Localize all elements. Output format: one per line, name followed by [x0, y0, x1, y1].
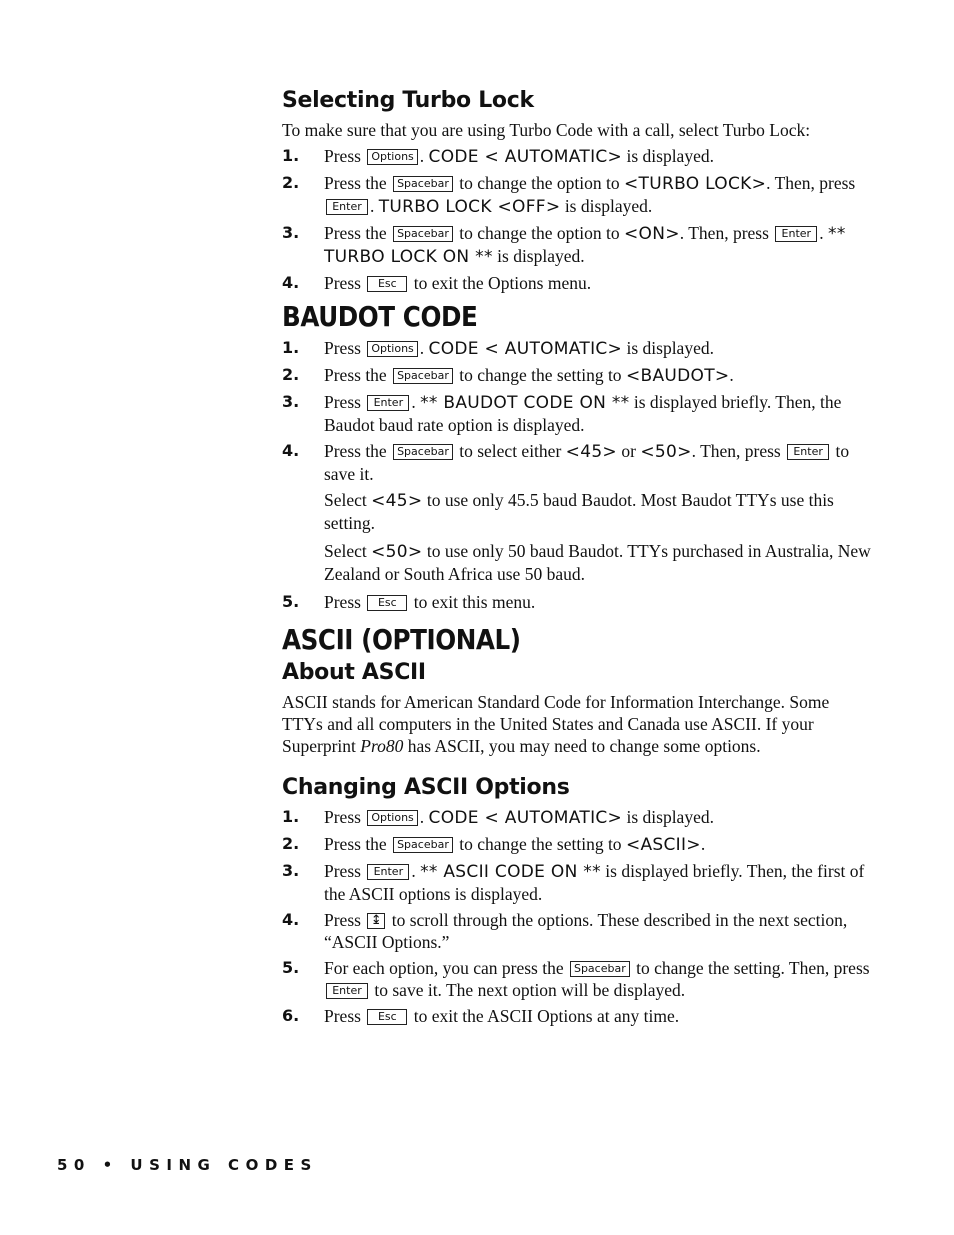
list-item [282, 957, 872, 1001]
display-code: <TURBO LOCK> [624, 174, 767, 194]
list-item [282, 1005, 872, 1027]
step-text: is displayed. [626, 338, 714, 358]
step-text: to change the option to [459, 173, 620, 193]
enter-key: Enter [787, 444, 829, 460]
step-number: 5. [282, 958, 300, 977]
step-text: . [411, 861, 416, 881]
step-text: or [621, 441, 636, 461]
step-text: Press the [324, 173, 387, 193]
note-text: Select [324, 541, 367, 561]
step-text: Press [324, 392, 361, 412]
list-item [282, 337, 872, 360]
display-code: ** TURBO LOCK ON ** [324, 224, 846, 267]
step-text: is displayed. [497, 246, 585, 266]
step-text: to change the setting to [459, 365, 622, 385]
list-item [282, 391, 872, 436]
esc-key: Esc [367, 1009, 407, 1025]
paragraph-text: ASCII stands for American Standard Code for Information Interchange. Some TTYs and all computers in the United States and Canada use ASCII. If your Superprint [282, 692, 830, 756]
step-text: Press the [324, 365, 387, 385]
step-text: is displayed. [626, 807, 714, 827]
options-key: Options [367, 341, 417, 357]
display-code: <BAUDOT> [625, 366, 730, 386]
step-text: to change the setting. Then, press [636, 958, 870, 978]
list-item [282, 591, 872, 613]
step-text: . [700, 834, 706, 854]
step-text: to exit the ASCII Options at any time. [413, 1006, 680, 1026]
spacebar-key: Spacebar [393, 444, 453, 460]
display-code: ** BAUDOT CODE ON ** [420, 393, 630, 413]
options-key: Options [367, 149, 417, 165]
turbo-lock-heading: Selecting Turbo Lock [282, 88, 534, 113]
step-number: 4. [282, 441, 300, 460]
list-item [282, 172, 872, 218]
spacebar-key: Spacebar [393, 226, 453, 242]
baudot-45-note [282, 489, 872, 534]
step-text: to exit the Options menu. [413, 273, 592, 293]
display-code: CODE < AUTOMATIC> [428, 339, 623, 359]
note-text: Select [324, 490, 367, 510]
page-content [282, 88, 872, 1031]
esc-key: Esc [367, 276, 407, 292]
step-text: Press the [324, 834, 387, 854]
step-text: . [729, 365, 734, 385]
step-number: 2. [282, 173, 300, 192]
enter-key: Enter [367, 864, 409, 880]
list-item [282, 222, 872, 268]
step-number: 6. [282, 1006, 300, 1025]
step-text: Press [324, 273, 361, 293]
step-text: is displayed briefly. Then, the Baudot baud rate option is displayed. [324, 392, 842, 435]
step-text: to exit this menu. [413, 592, 536, 612]
list-item [282, 364, 872, 387]
step-text: to select either [459, 441, 562, 461]
step-text: Press the [324, 223, 387, 243]
step-number: 3. [282, 861, 300, 880]
turbo-lock-intro: To make sure that you are using Turbo Code with a call, select Turbo Lock: [282, 120, 811, 140]
baudot-50-note [282, 540, 872, 585]
spacer [282, 761, 872, 775]
ascii-steps [282, 806, 872, 1027]
esc-key: Esc [367, 595, 407, 611]
step-number: 2. [282, 365, 300, 384]
display-code: <50> [640, 442, 692, 462]
step-text: . [819, 223, 824, 243]
about-ascii-paragraph [282, 691, 872, 757]
page-footer: 50 • USING CODES [57, 1156, 318, 1174]
step-number: 1. [282, 338, 300, 357]
display-code: ** ASCII CODE ON ** [420, 862, 601, 882]
spacebar-key: Spacebar [570, 961, 630, 977]
step-text: to scroll through the options. These described in the next section, “ASCII Options.” [324, 910, 848, 952]
step-text: Press [324, 910, 361, 930]
note-text: to use only 45.5 baud Baudot. Most Baudot TTYs use this setting. [324, 490, 834, 533]
changing-ascii-heading: Changing ASCII Options [282, 775, 570, 800]
spacebar-key: Spacebar [393, 176, 453, 192]
step-number: 4. [282, 910, 300, 929]
step-text: is displayed. [626, 146, 714, 166]
spacebar-key: Spacebar [393, 368, 453, 384]
step-text: . Then, press [679, 223, 769, 243]
step-number: 5. [282, 592, 300, 611]
step-number: 3. [282, 223, 300, 242]
list-item [282, 860, 872, 905]
step-text: Press [324, 861, 361, 881]
step-text: Press [324, 592, 361, 612]
step-text: . Then, press [691, 441, 781, 461]
step-text: . [419, 146, 425, 166]
step-number: 1. [282, 807, 300, 826]
display-code: CODE < AUTOMATIC> [428, 147, 623, 167]
display-code: CODE < AUTOMATIC> [428, 808, 623, 828]
display-code: <50> [371, 542, 423, 562]
note-text: to use only 50 baud Baudot. TTYs purchased in Australia, New Zealand or South Africa use 50 baud. [324, 541, 871, 584]
step-text: . Then, press [766, 173, 856, 193]
step-text: to change the setting to [459, 834, 622, 854]
step-text: Press [324, 338, 361, 358]
list-item [282, 145, 872, 168]
step-text: is displayed briefly. Then, the first of the ASCII options is displayed. [324, 861, 865, 904]
enter-key: Enter [367, 395, 409, 411]
step-text: Press [324, 1006, 361, 1026]
paragraph-text: has ASCII, you may need to change some options. [407, 736, 761, 756]
ascii-heading: ASCII (OPTIONAL) [282, 623, 521, 656]
step-text: For each option, you can press the [324, 958, 564, 978]
step-text: Press [324, 146, 361, 166]
step-text: to change the option to [459, 223, 620, 243]
list-item [282, 440, 872, 485]
step-text: . [411, 392, 416, 412]
product-name: Pro80 [360, 736, 404, 756]
baudot-code-heading: BAUDOT CODE [282, 300, 478, 333]
step-text: Press [324, 807, 361, 827]
options-key: Options [367, 810, 417, 826]
step-number: 4. [282, 273, 300, 292]
step-text: . [419, 338, 425, 358]
step-number: 2. [282, 834, 300, 853]
display-code: <45> [565, 442, 617, 462]
list-item [282, 272, 872, 294]
enter-key: Enter [326, 199, 368, 215]
baudot-steps [282, 337, 872, 485]
step-text: to save it. The next option will be displayed. [374, 980, 686, 1000]
step-text: is displayed. [564, 196, 653, 216]
list-item [282, 833, 872, 856]
list-item [282, 806, 872, 829]
up-down-arrow-key-icon: ↨ [367, 913, 385, 929]
display-code: <ON> [624, 224, 680, 244]
step-number: 1. [282, 146, 300, 165]
spacebar-key: Spacebar [393, 837, 453, 853]
step-text: Press the [324, 441, 387, 461]
display-code: <ASCII> [625, 835, 701, 855]
enter-key: Enter [775, 226, 817, 242]
display-code: TURBO LOCK <OFF> [378, 197, 561, 217]
step-text: . [419, 807, 425, 827]
step-text: to save it. [324, 441, 850, 484]
turbo-lock-steps [282, 145, 872, 294]
about-ascii-heading: About ASCII [282, 660, 426, 685]
step-text: . [370, 196, 375, 216]
baudot-steps-continued [282, 591, 872, 613]
step-number: 3. [282, 392, 300, 411]
list-item [282, 909, 872, 953]
display-code: <45> [371, 491, 423, 511]
enter-key: Enter [326, 983, 368, 999]
